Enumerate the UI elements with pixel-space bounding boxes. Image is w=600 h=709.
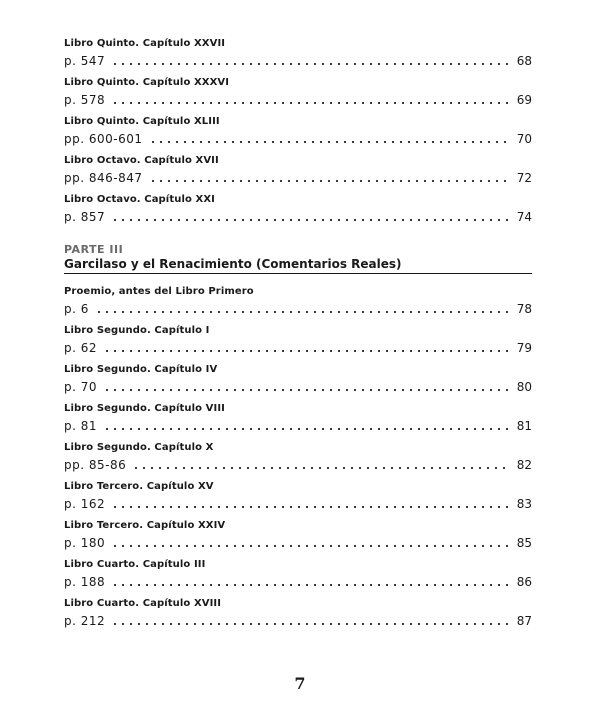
entry-source-ref: p. 578 bbox=[64, 93, 106, 107]
entry-source-ref: p. 547 bbox=[64, 54, 106, 68]
entry-title: Libro Segundo. Capítulo I bbox=[64, 325, 210, 336]
entry-line bbox=[64, 339, 532, 355]
entry-source-ref: p. 212 bbox=[64, 614, 106, 628]
toc-entry bbox=[64, 77, 532, 116]
entry-page-number: 69 bbox=[516, 93, 532, 107]
entry-page-number: 74 bbox=[516, 210, 532, 224]
dot-leader bbox=[103, 389, 511, 391]
part-header bbox=[64, 243, 532, 274]
dot-leader bbox=[95, 311, 511, 313]
dot-leader bbox=[149, 141, 511, 143]
toc-entry bbox=[64, 598, 532, 637]
part-title: Garcilaso y el Renacimiento (Comentarios Reales) bbox=[64, 257, 532, 274]
entry-line bbox=[64, 417, 532, 433]
entry-title: Libro Cuarto. Capítulo III bbox=[64, 559, 206, 570]
entry-source-ref: p. 162 bbox=[64, 497, 106, 511]
dot-leader bbox=[111, 102, 511, 104]
entry-line bbox=[64, 52, 532, 68]
toc-entry bbox=[64, 364, 532, 403]
toc-entry bbox=[64, 38, 532, 77]
entry-page-number: 81 bbox=[516, 419, 532, 433]
toc-entry bbox=[64, 442, 532, 481]
entry-title: Libro Segundo. Capítulo VIII bbox=[64, 403, 225, 414]
toc-section-part-3 bbox=[64, 286, 532, 637]
entry-title: Proemio, antes del Libro Primero bbox=[64, 286, 254, 297]
entry-line bbox=[64, 456, 532, 472]
entry-line bbox=[64, 208, 532, 224]
toc-entry bbox=[64, 286, 532, 325]
entry-source-ref: p. 857 bbox=[64, 210, 106, 224]
entry-title: Libro Quinto. Capítulo XXVII bbox=[64, 38, 226, 49]
dot-leader bbox=[132, 467, 510, 469]
entry-source-ref: p. 70 bbox=[64, 380, 98, 394]
entry-line bbox=[64, 534, 532, 550]
entry-line bbox=[64, 169, 532, 185]
entry-page-number: 78 bbox=[516, 302, 532, 316]
toc-entry bbox=[64, 559, 532, 598]
toc-entry bbox=[64, 194, 532, 233]
entry-line bbox=[64, 573, 532, 589]
dot-leader bbox=[111, 63, 511, 65]
entry-title: Libro Octavo. Capítulo XVII bbox=[64, 155, 219, 166]
dot-leader bbox=[149, 180, 511, 182]
toc-entry bbox=[64, 116, 532, 155]
entry-page-number: 68 bbox=[516, 54, 532, 68]
entry-title: Libro Quinto. Capítulo XXXVI bbox=[64, 77, 230, 88]
entry-page-number: 86 bbox=[516, 575, 532, 589]
entry-source-ref: pp. 600-601 bbox=[64, 132, 143, 146]
entry-source-ref: pp. 846-847 bbox=[64, 171, 143, 185]
entry-title: Libro Quinto. Capítulo XLIII bbox=[64, 116, 220, 127]
toc-entry bbox=[64, 325, 532, 364]
entry-title: Libro Segundo. Capítulo X bbox=[64, 442, 214, 453]
entry-page-number: 85 bbox=[516, 536, 532, 550]
dot-leader bbox=[103, 428, 511, 430]
toc-entry bbox=[64, 481, 532, 520]
entry-line bbox=[64, 300, 532, 316]
entry-page-number: 70 bbox=[516, 132, 532, 146]
entry-source-ref: p. 188 bbox=[64, 575, 106, 589]
dot-leader bbox=[103, 350, 511, 352]
entry-source-ref: pp. 85-86 bbox=[64, 458, 127, 472]
entry-source-ref: p. 62 bbox=[64, 341, 98, 355]
entry-title: Libro Tercero. Capítulo XV bbox=[64, 481, 214, 492]
entry-page-number: 82 bbox=[516, 458, 532, 472]
entry-line bbox=[64, 495, 532, 511]
entry-source-ref: p. 180 bbox=[64, 536, 106, 550]
entry-title: Libro Tercero. Capítulo XXIV bbox=[64, 520, 226, 531]
toc-entry bbox=[64, 520, 532, 559]
toc-section-part-2-continued bbox=[64, 38, 532, 233]
dot-leader bbox=[111, 623, 511, 625]
dot-leader bbox=[111, 584, 511, 586]
toc-entry bbox=[64, 403, 532, 442]
entry-page-number: 80 bbox=[516, 380, 532, 394]
entry-line bbox=[64, 378, 532, 394]
part-label: PARTE III bbox=[64, 243, 124, 256]
entry-page-number: 79 bbox=[516, 341, 532, 355]
page-number: 7 bbox=[294, 674, 306, 693]
entry-title: Libro Cuarto. Capítulo XVIII bbox=[64, 598, 222, 609]
dot-leader bbox=[111, 219, 511, 221]
entry-source-ref: p. 6 bbox=[64, 302, 89, 316]
entry-title: Libro Octavo. Capítulo XXI bbox=[64, 194, 215, 205]
entry-source-ref: p. 81 bbox=[64, 419, 98, 433]
entry-page-number: 87 bbox=[516, 614, 532, 628]
entry-title: Libro Segundo. Capítulo IV bbox=[64, 364, 218, 375]
entry-page-number: 72 bbox=[516, 171, 532, 185]
entry-line bbox=[64, 91, 532, 107]
dot-leader bbox=[111, 506, 511, 508]
entry-line bbox=[64, 130, 532, 146]
dot-leader bbox=[111, 545, 511, 547]
toc-entry bbox=[64, 155, 532, 194]
entry-page-number: 83 bbox=[516, 497, 532, 511]
entry-line bbox=[64, 612, 532, 628]
